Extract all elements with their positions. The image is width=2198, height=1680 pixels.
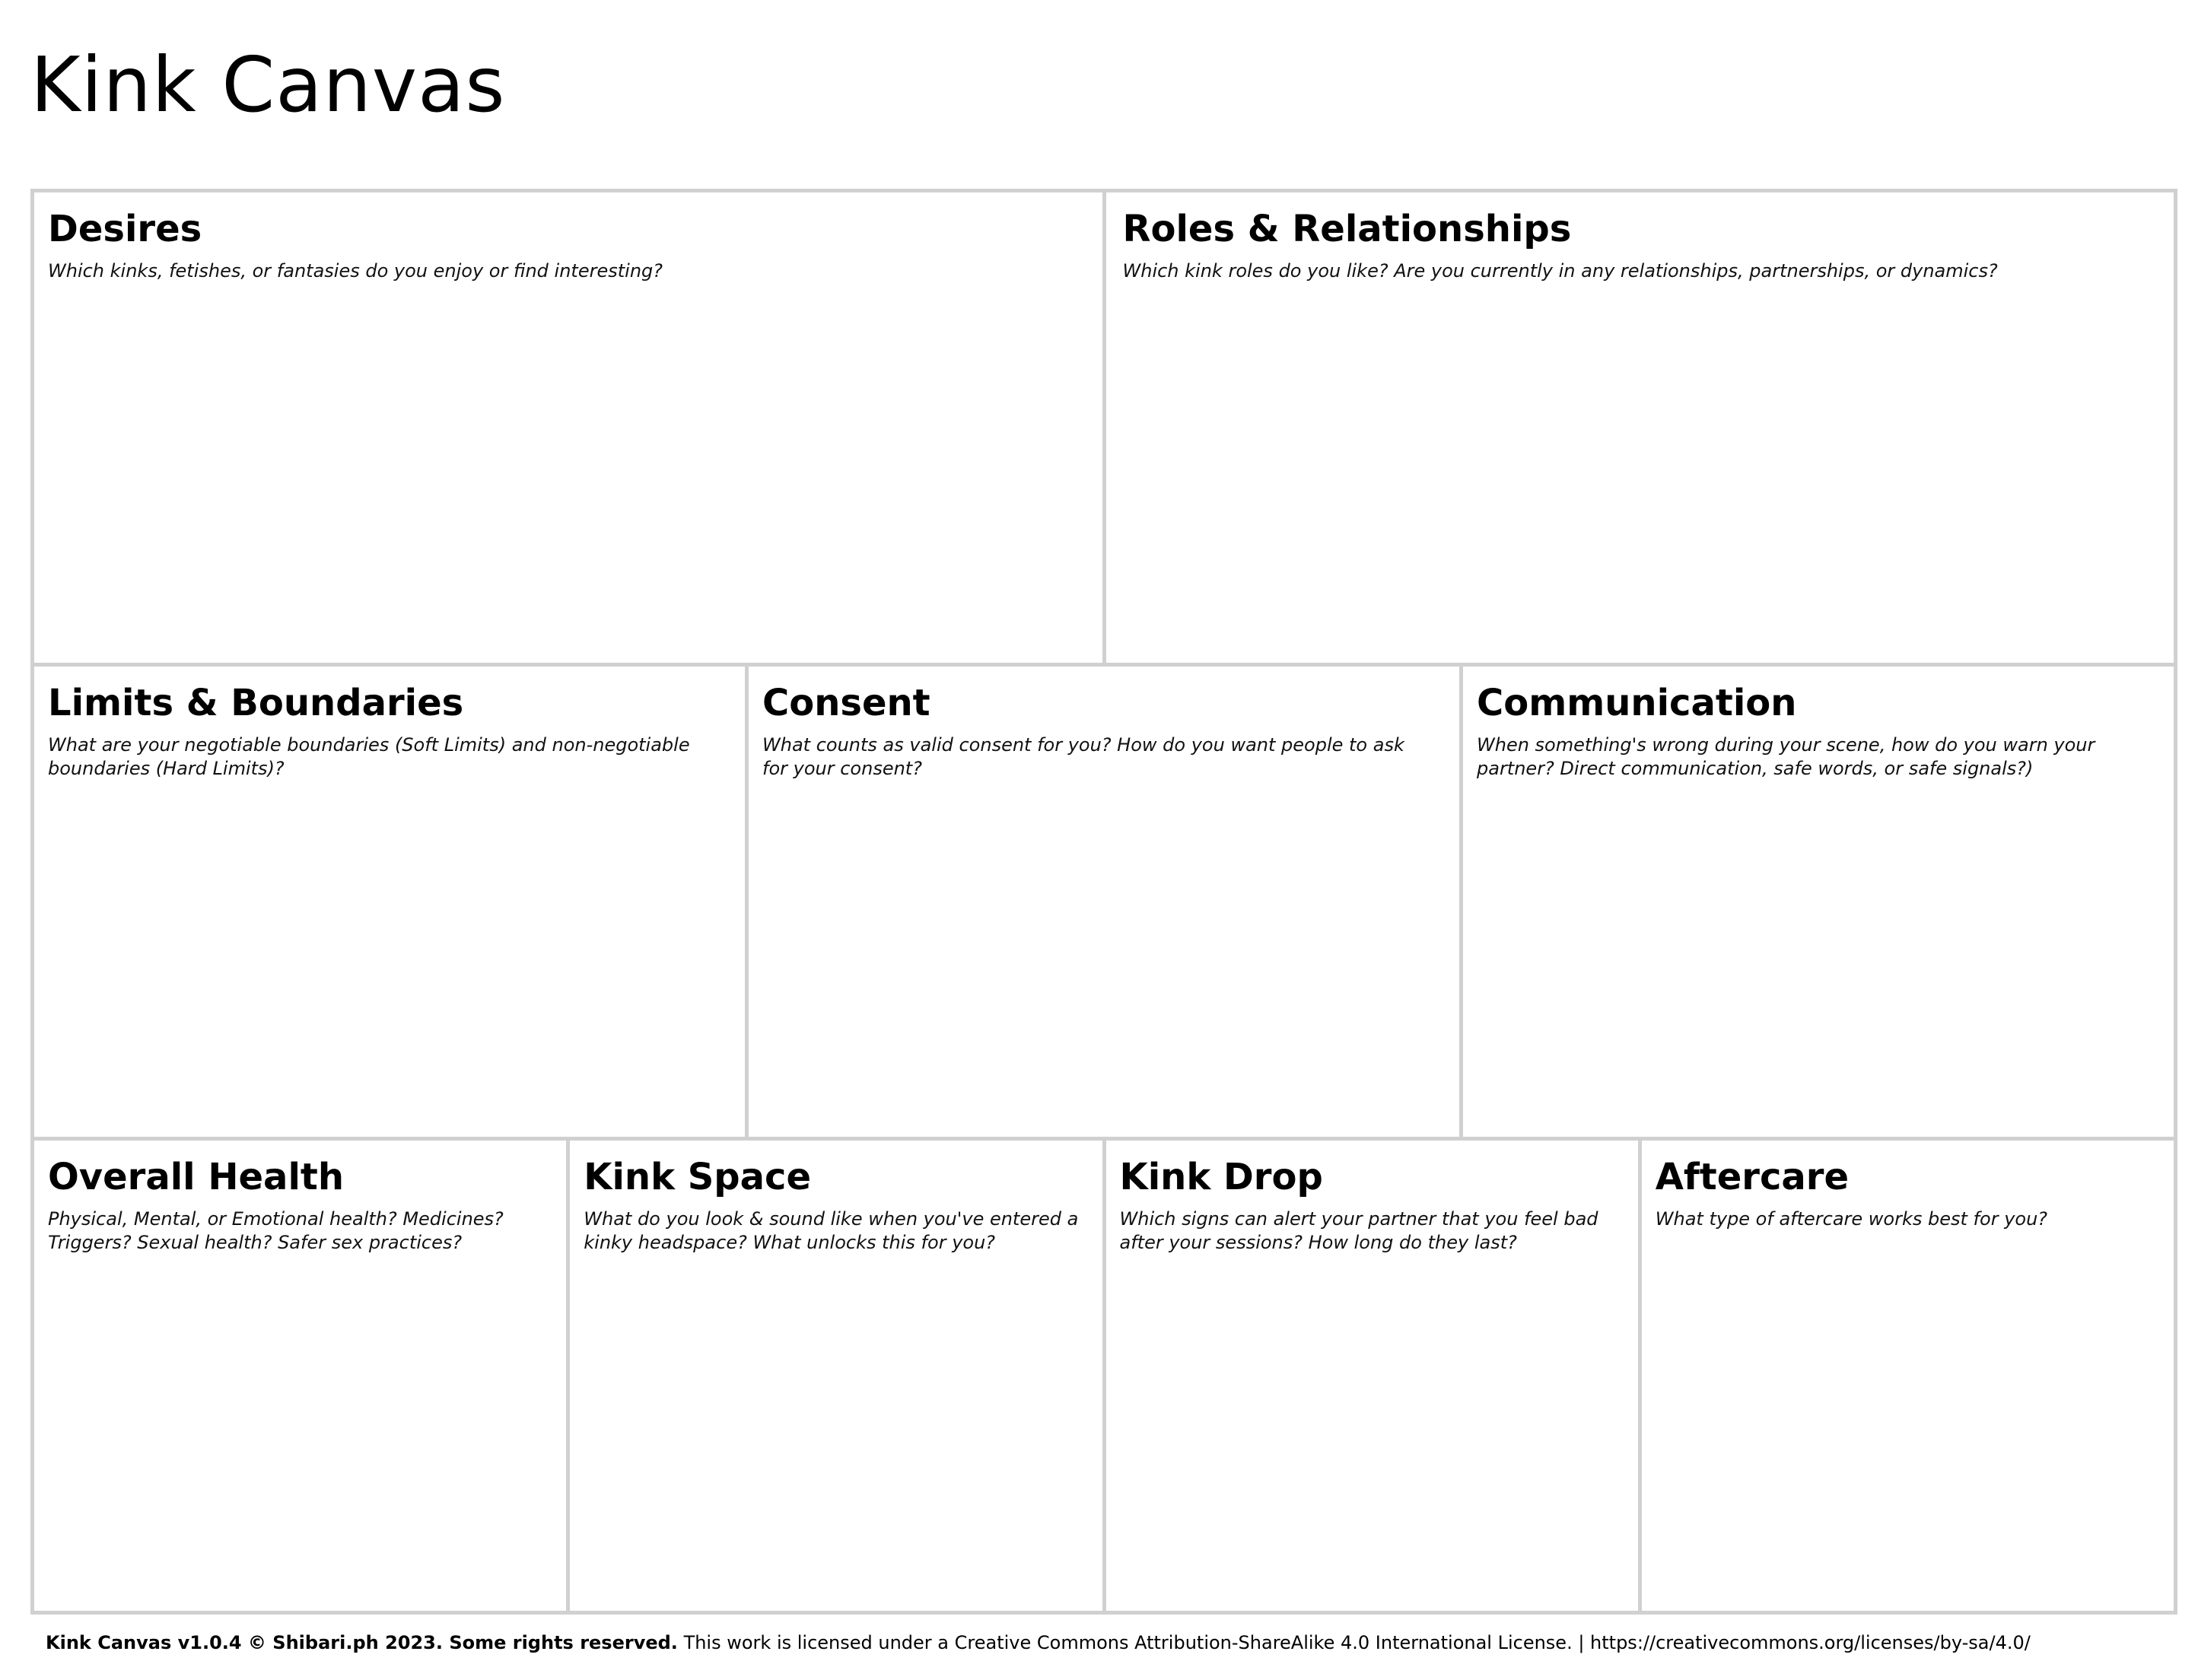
section-prompt: When something's wrong during your scene, how do you warn your partner? Direct communication, safe words, or safe signals?)	[1477, 734, 2095, 780]
section-kink-space[interactable]	[570, 1141, 1102, 1611]
section-kink-drop[interactable]	[1106, 1141, 1638, 1611]
canvas-row-3	[34, 1141, 2174, 1611]
section-prompt: Which kinks, fetishes, or fantasies do you enjoy or find interesting?	[48, 260, 663, 282]
section-title: Aftercare	[1655, 1156, 1850, 1198]
section-prompt: What do you look & sound like when you've entered a kinky headspace? What unlocks this for you?	[584, 1208, 1079, 1254]
canvas-row-2	[34, 667, 2174, 1137]
footer-license: This work is licensed under a Creative Commons Attribution-ShareAlike 4.0 International License. | https://creativecommons.org/licenses/by-sa/4.0/	[683, 1632, 2031, 1653]
section-title: Roles & Relationships	[1122, 208, 1572, 250]
footer	[46, 1631, 2031, 1655]
canvas-row-1	[34, 192, 2174, 663]
section-title: Communication	[1477, 682, 1797, 724]
section-title: Limits & Boundaries	[48, 682, 464, 724]
section-prompt: Which kink roles do you like? Are you currently in any relationships, partnerships, or dynamics?	[1122, 260, 1998, 282]
section-roles-relationships[interactable]	[1106, 192, 2174, 663]
section-consent[interactable]	[749, 667, 1459, 1137]
section-title: Overall Health	[48, 1156, 345, 1198]
section-title: Desires	[48, 208, 202, 250]
section-title: Consent	[762, 682, 930, 724]
section-aftercare[interactable]	[1642, 1141, 2174, 1611]
section-prompt: What counts as valid consent for you? How do you want people to ask for your consent?	[762, 734, 1404, 780]
section-prompt: What are your negotiable boundaries (Soft Limits) and non-negotiable boundaries (Hard Limits)?	[48, 734, 690, 780]
section-limits-boundaries[interactable]	[34, 667, 745, 1137]
section-title: Kink Space	[584, 1156, 812, 1198]
canvas-grid	[30, 189, 2177, 1615]
footer-copyright: Kink Canvas v1.0.4 © Shibari.ph 2023. Some rights reserved.	[46, 1632, 678, 1653]
section-prompt: What type of aftercare works best for you?	[1655, 1208, 2048, 1230]
section-prompt: Which signs can alert your partner that you feel bad after your sessions? How long do they last?	[1119, 1208, 1598, 1254]
section-communication[interactable]	[1463, 667, 2174, 1137]
page-title: Kink Canvas	[30, 40, 506, 129]
section-title: Kink Drop	[1119, 1156, 1323, 1198]
section-prompt: Physical, Mental, or Emotional health? Medicines? Triggers? Sexual health? Safer sex practices?	[48, 1208, 504, 1254]
section-overall-health[interactable]	[34, 1141, 566, 1611]
section-desires[interactable]	[34, 192, 1102, 663]
